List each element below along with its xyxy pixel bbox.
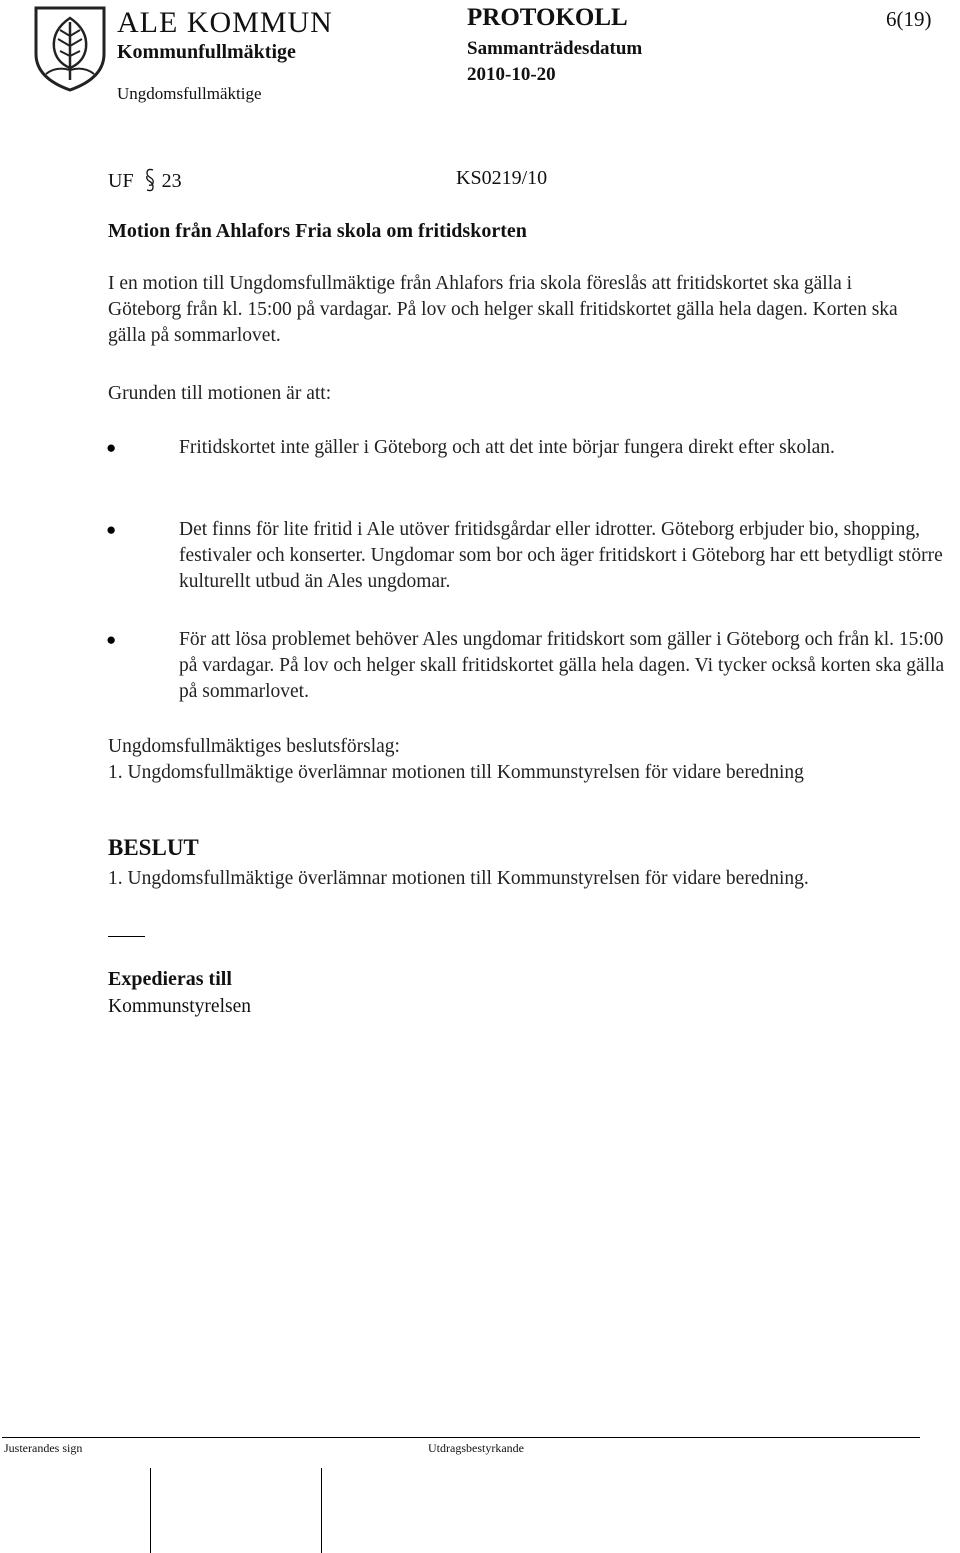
certification-label: Utdragsbestyrkande [428, 1441, 524, 1455]
bullet-icon: ● [106, 438, 117, 457]
bullet-icon: ● [106, 520, 117, 539]
dispatch-recipient: Kommunstyrelsen [108, 996, 251, 1017]
registration-number: KS0219/10 [456, 167, 548, 189]
proposal-item: 1. Ungdomsfullmäktige överlämnar motionen till Kommunstyrelsen för vidare beredning [108, 762, 804, 783]
meeting-date-label: Sammanträdesdatum [467, 38, 643, 59]
reason-item: Det finns för lite fritid i Ale utöver fritidsgårdar eller idrotter. Göteborg erbjuder bio, shopping, festivaler och konserter. Ungdomar som bor och äger fritidskort i Göteborg har ett betydligt större kulturellt utbud än Ales ungdomar. [179, 519, 943, 592]
meeting-date: 2010-10-20 [467, 64, 556, 85]
page-number: 6(19) [886, 7, 932, 31]
organization-name: ALE KOMMUN [117, 6, 333, 39]
signature-box-divider [150, 1468, 151, 1553]
signature-box-divider [321, 1468, 322, 1553]
case-title: Motion från Ahlafors Fria skola om fritidskorten [108, 220, 527, 242]
case-number [108, 167, 182, 193]
dispatch-heading: Expedieras till [108, 968, 232, 990]
intro-paragraph: I en motion till Ungdomsfullmäktige från Ahlafors fria skola föreslås att fritidskortet ska gälla i Göteborg från kl. 15:00 på vardagar. På lov och helger skall fritidskortet gälla hela dagen. Korten ska gälla på sommarlovet. [108, 273, 898, 346]
document-type: PROTOKOLL [467, 4, 628, 31]
ale-kommun-logo [30, 4, 110, 92]
decision-item: 1. Ungdomsfullmäktige överlämnar motionen till Kommunstyrelsen för vidare beredning. [108, 868, 809, 889]
decision-heading: BESLUT [108, 835, 199, 860]
proposal-label: Ungdomsfullmäktiges beslutsförslag: [108, 736, 400, 757]
case-prefix: UF [108, 170, 134, 192]
reason-item: Fritidskortet inte gäller i Göteborg och att det inte börjar fungera direkt efter skolan. [179, 437, 835, 458]
organization-unit: Ungdomsfullmäktige [117, 84, 262, 103]
reason-item: För att lösa problemet behöver Ales ungdomar fritidskort som gäller i Göteborg och från kl. 15:00 på vardagar. På lov och helger skall fritidskortet gälla hela dagen. Vi tycker också korten ska gälla på sommarlovet. [179, 629, 945, 702]
case-section-number: 23 [161, 170, 182, 192]
organization-body: Kommunfullmäktige [117, 41, 296, 63]
signature-label: Justerandes sign [4, 1441, 83, 1455]
separator-rule [108, 936, 145, 937]
bullet-icon: ● [106, 630, 117, 649]
footer-divider [2, 1437, 920, 1438]
section-sign-icon [144, 167, 156, 193]
reasons-label: Grunden till motionen är att: [108, 383, 332, 404]
